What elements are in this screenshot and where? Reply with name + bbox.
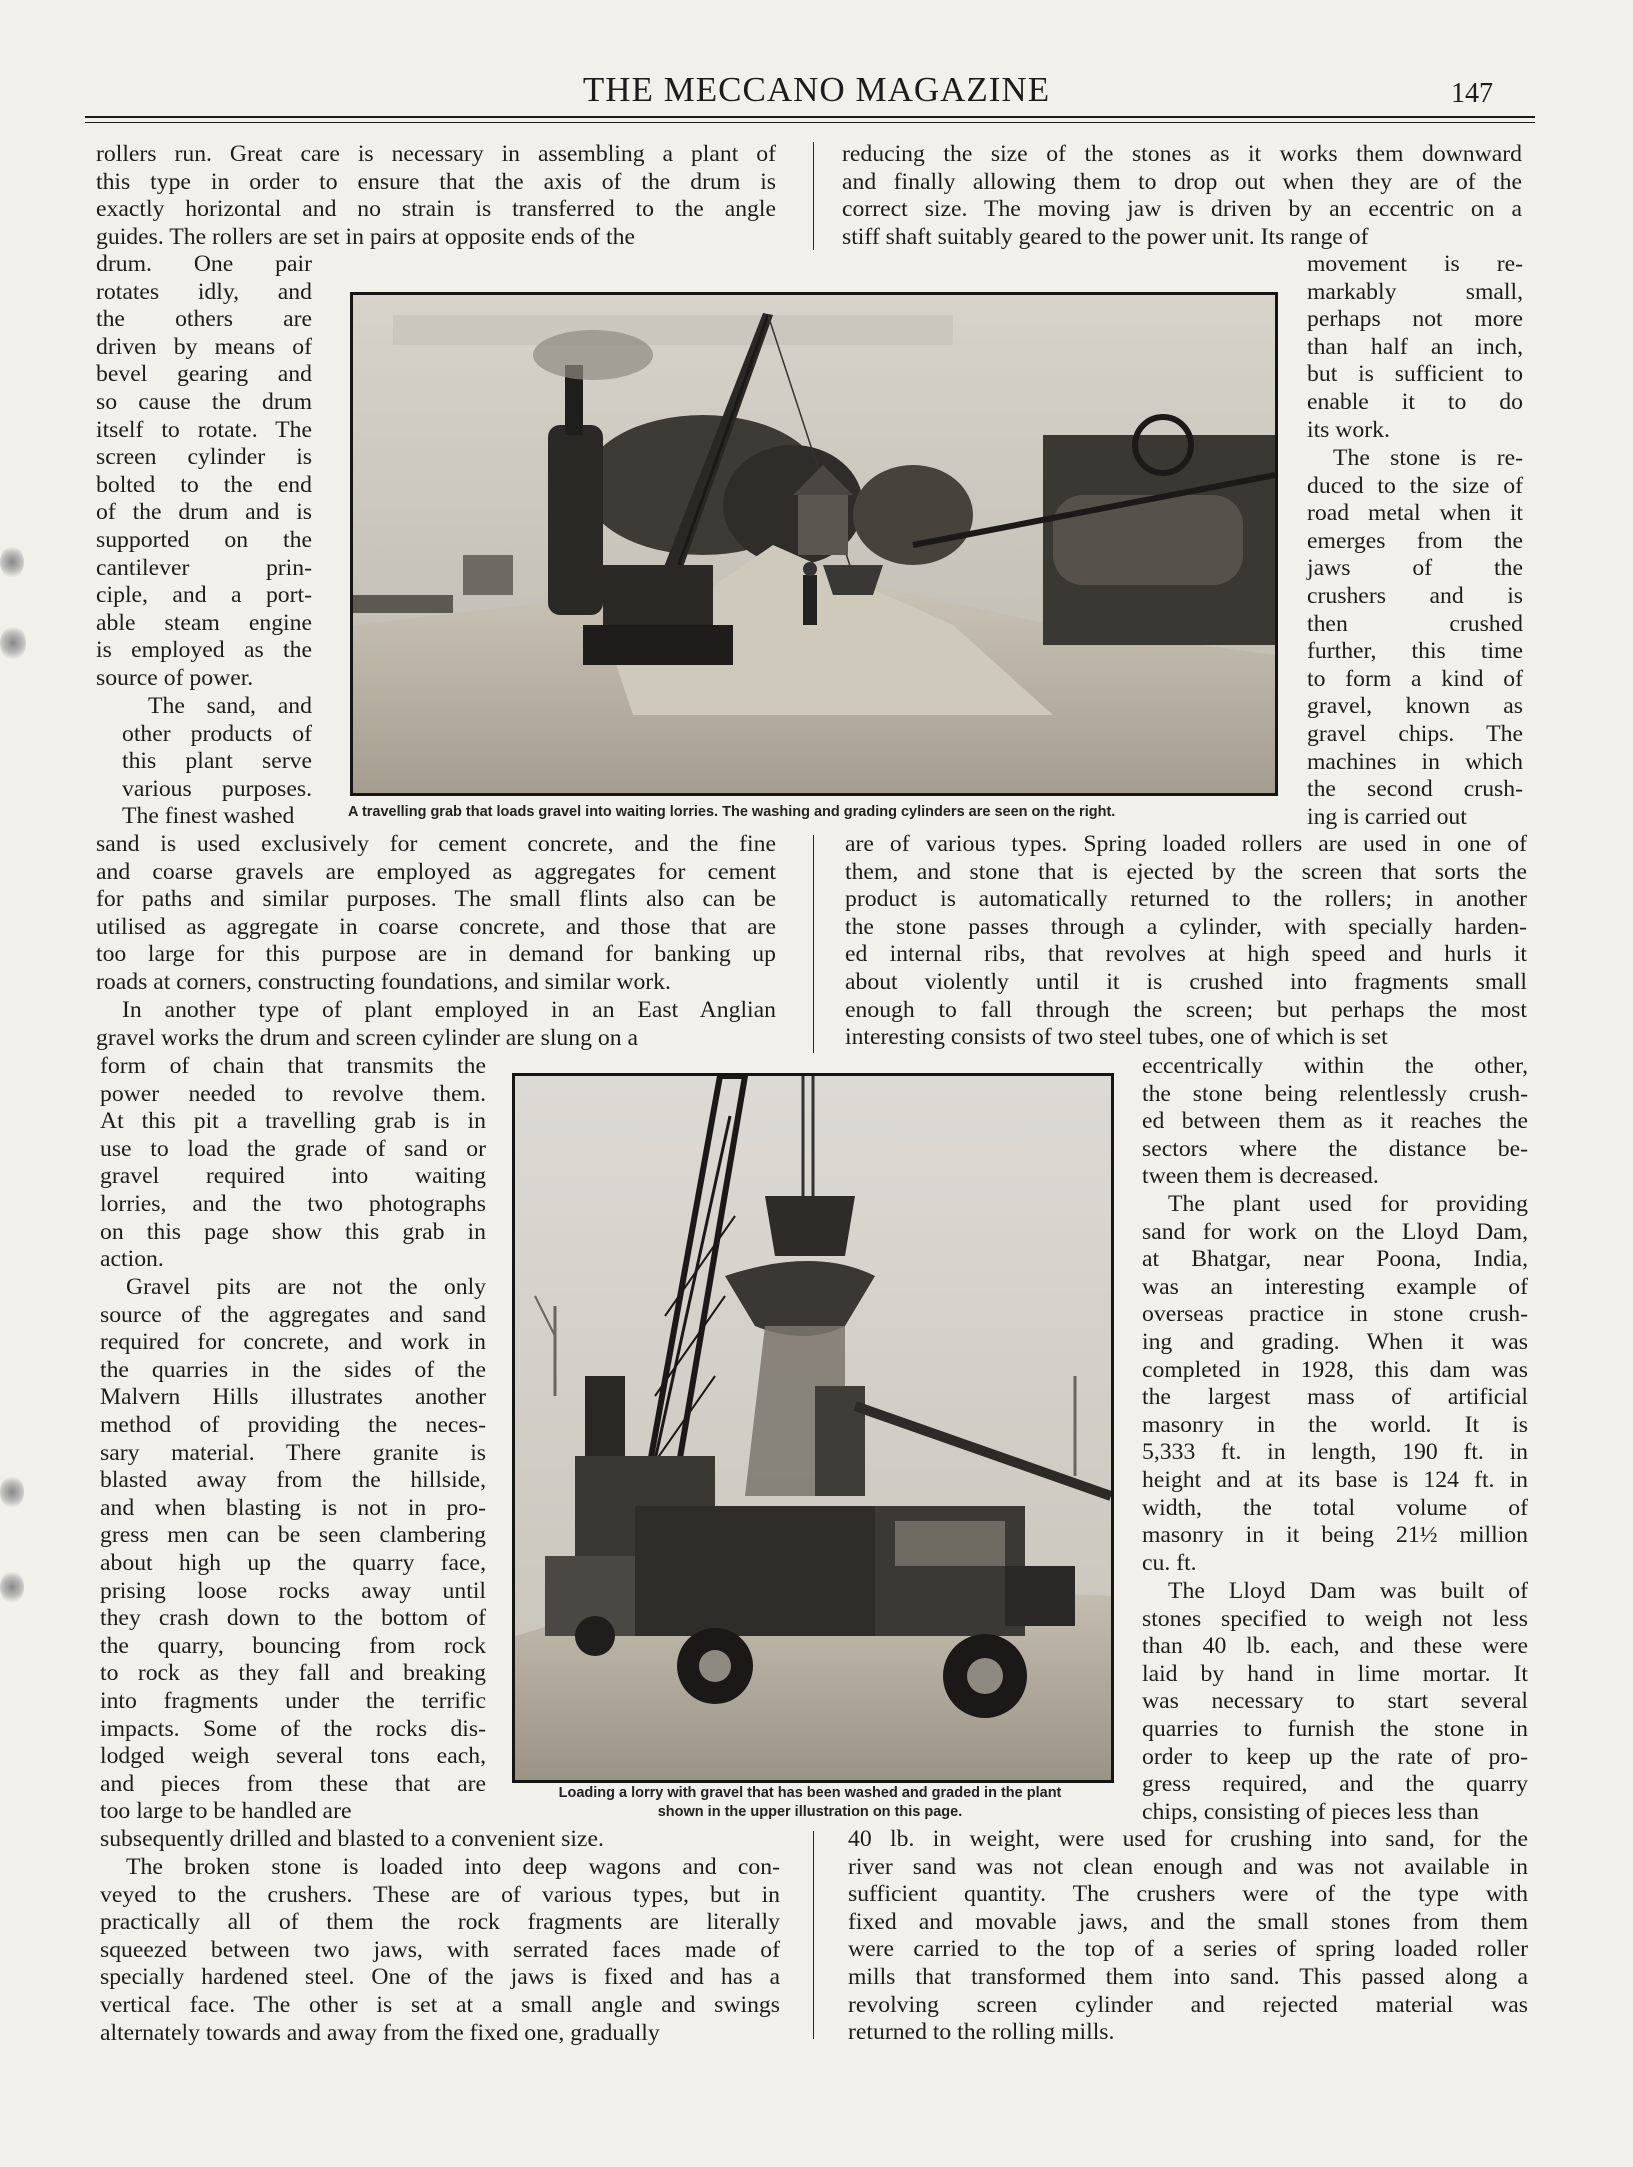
text-line: markably small,: [1307, 278, 1523, 305]
text-line: than half an inch,: [1307, 333, 1523, 360]
text-line: lodged weigh several tons each,: [100, 1743, 486, 1770]
text-line: them, and stone that is ejected by the screen that sorts the: [845, 858, 1527, 885]
text-line: height and at its base is 124 ft. in: [1142, 1466, 1528, 1493]
text-line: and finally allowing them to drop out when they are of the: [842, 168, 1522, 195]
text-line: quarries to furnish the stone in: [1142, 1715, 1528, 1742]
text-line: driven by means of: [96, 333, 312, 360]
text-line: Gravel pits are not the only: [126, 1274, 486, 1300]
column-divider-bottom: [813, 1831, 814, 2039]
text-line: then crushed: [1307, 610, 1523, 637]
text-line: too large to be handled are: [100, 1798, 352, 1825]
text-line: blasted away from the hillside,: [100, 1467, 486, 1494]
text-line: squeezed between two jaws, with serrated faces made of: [100, 1936, 780, 1963]
right-narrow-paragraph-1: [1307, 251, 1523, 444]
text-line: ing is carried out: [1307, 803, 1467, 830]
text-line: subsequently drilled and blasted to a convenient size.: [100, 1826, 604, 1852]
text-line: use to load the grade of sand or: [100, 1135, 486, 1162]
text-line: utilised as aggregate in coarse concrete, and those that are: [96, 913, 776, 940]
text-line: reducing the size of the stones as it works them downward: [842, 141, 1522, 167]
text-line: various purposes.: [122, 775, 312, 802]
right-top-paragraph: [842, 141, 1522, 251]
text-line: fixed and movable jaws, and the small stones from them: [848, 1908, 1528, 1935]
text-line: sary material. There granite is: [100, 1439, 486, 1466]
print-blemish: [0, 545, 24, 579]
text-line: mills that transformed them into sand. This passed along a: [848, 1963, 1528, 1990]
text-line: ed between them as it reaches the: [1142, 1108, 1528, 1135]
text-line: completed in 1928, this dam was: [1142, 1356, 1528, 1383]
text-line: The broken stone is loaded into deep wagons and con-: [126, 1854, 780, 1880]
bottom-photo-caption: [512, 1784, 1108, 1822]
text-line: this type in order to ensure that the axis of the drum is: [96, 168, 776, 195]
text-line: the stone passes through a cylinder, with specially harden-: [845, 913, 1527, 940]
text-line: The Lloyd Dam was built of: [1168, 1578, 1528, 1604]
text-line: chips, consisting of pieces less than: [1142, 1798, 1479, 1825]
right-narrow-paragraph-3: [1142, 1053, 1528, 1191]
text-line: bevel gearing and: [96, 361, 312, 388]
right-narrow-paragraph-4: [1142, 1191, 1528, 1577]
header-rule: [85, 116, 1535, 118]
left-middle-paragraph-1: [96, 831, 776, 997]
text-line: lorries, and the two photographs: [100, 1190, 486, 1217]
text-line: so cause the drum: [96, 388, 312, 415]
text-line: and when blasting is not in pro-: [100, 1494, 486, 1521]
text-line: masonry in it being 21½ million: [1142, 1522, 1528, 1549]
photo-loading-lorry-image: [515, 1076, 1111, 1780]
text-line: action.: [100, 1246, 164, 1273]
text-line: The sand, and: [148, 693, 312, 719]
text-line: and pieces from these that are: [100, 1770, 486, 1797]
text-line: the others are: [96, 306, 312, 333]
text-line: road metal when it: [1307, 500, 1523, 527]
text-line: ed internal ribs, that revolves at high speed and hurls it: [845, 941, 1527, 968]
magazine-title: THE MECCANO MAGAZINE: [582, 70, 1051, 109]
text-line: for paths and similar purposes. The small flints also can be: [96, 886, 776, 913]
text-line: eccentrically within the other,: [1142, 1053, 1528, 1079]
text-line: rollers run. Great care is necessary in assembling a plant of: [96, 141, 776, 167]
text-line: is employed as the: [96, 637, 312, 664]
text-line: interesting consists of two steel tubes, one of which is set: [845, 1024, 1388, 1051]
print-blemish: [0, 1570, 24, 1604]
text-line: the largest mass of artificial: [1142, 1384, 1528, 1411]
text-line: able steam engine: [96, 609, 312, 636]
text-line: rotates idly, and: [96, 278, 312, 305]
text-line: and coarse gravels are employed as aggregates for cement: [96, 858, 776, 885]
text-line: 40 lb. in weight, were used for crushing into sand, for the: [848, 1826, 1528, 1852]
text-line: In another type of plant employed in an East Anglian: [122, 997, 776, 1023]
text-line: than 40 lb. each, and these were: [1142, 1633, 1528, 1660]
text-line: prising loose rocks away until: [100, 1577, 486, 1604]
text-line: gress men can be seen clambering: [100, 1522, 486, 1549]
text-line: alternately towards and away from the fixed one, gradually: [100, 2019, 660, 2046]
text-line: on this page show this grab in: [100, 1218, 486, 1245]
text-line: impacts. Some of the rocks dis-: [100, 1715, 486, 1742]
text-line: the quarry, bouncing from rock: [100, 1632, 486, 1659]
photo-loading-lorry: [512, 1073, 1114, 1783]
print-blemish: [0, 625, 26, 661]
text-line: sand is used exclusively for cement concrete, and the fine: [96, 831, 776, 857]
text-line: source of the aggregates and sand: [100, 1301, 486, 1328]
text-line: duced to the size of: [1307, 472, 1523, 499]
left-bottom-paragraph-1: [100, 1826, 780, 1854]
text-line: enough to fall through the screen; but perhaps the most: [845, 996, 1527, 1023]
text-line: guides. The rollers are set in pairs at opposite ends of the: [96, 223, 635, 250]
text-line: about violently until it is crushed into fragments small: [845, 968, 1527, 995]
text-line: 5,333 ft. in length, 190 ft. in: [1142, 1439, 1528, 1466]
text-line: river sand was not clean enough and was not available in: [848, 1853, 1528, 1880]
text-line: ing and grading. When it was: [1142, 1328, 1528, 1355]
text-line: gravel chips. The: [1307, 720, 1523, 747]
text-line: cu. ft.: [1142, 1549, 1197, 1576]
text-line: laid by hand in lime mortar. It: [1142, 1660, 1528, 1687]
text-line: sectors where the distance be-: [1142, 1135, 1528, 1162]
text-line: emerges from the: [1307, 527, 1523, 554]
text-line: stiff shaft suitably geared to the power unit. Its range of: [842, 223, 1369, 250]
text-line: further, this time: [1307, 638, 1523, 665]
right-narrow-paragraph-5: [1142, 1578, 1528, 1826]
text-line: the second crush-: [1307, 776, 1523, 803]
text-line: but is sufficient to: [1307, 361, 1523, 388]
left-middle-paragraph-2: [96, 997, 776, 1052]
text-line: about high up the quarry face,: [100, 1549, 486, 1576]
right-middle-paragraph: [845, 831, 1527, 1052]
text-line: gravel required into waiting: [100, 1163, 486, 1190]
text-line: crushers and is: [1307, 582, 1523, 609]
text-line: sand for work on the Lloyd Dam,: [1142, 1218, 1528, 1245]
left-narrow-paragraph-1: [96, 251, 312, 693]
left-narrow-paragraph-4: [100, 1274, 486, 1826]
text-line: gravel works the drum and screen cylinder are slung on a: [96, 1024, 638, 1051]
text-line: itself to rotate. The: [96, 416, 312, 443]
text-line: to rock as they fall and breaking: [100, 1660, 486, 1687]
text-line: supported on the: [96, 526, 312, 553]
text-line: method of providing the neces-: [100, 1411, 486, 1438]
text-line: the stone being relentlessly crush-: [1142, 1080, 1528, 1107]
text-line: the quarries in the sides of the: [100, 1356, 486, 1383]
header-rule-thin: [85, 122, 1535, 123]
text-line: The plant used for providing: [1168, 1191, 1528, 1217]
text-line: veyed to the crushers. These are of various types, but in: [100, 1881, 780, 1908]
print-blemish: [0, 1475, 24, 1509]
text-line: tween them is decreased.: [1142, 1163, 1379, 1190]
text-line: form of chain that transmits the: [100, 1053, 486, 1079]
column-divider-top: [813, 142, 814, 250]
left-top-paragraph: [96, 141, 776, 251]
text-line: bolted to the end: [96, 471, 312, 498]
text-line: sufficient quantity. The crushers were of the type with: [848, 1881, 1528, 1908]
text-line: other products of: [122, 720, 312, 747]
text-line: power needed to revolve them.: [100, 1080, 486, 1107]
text-line: masonry in the world. It is: [1142, 1411, 1528, 1438]
text-line: machines in which: [1307, 748, 1523, 775]
text-line: into fragments under the terrific: [100, 1687, 486, 1714]
text-line: correct size. The moving jaw is driven by an eccentric on a: [842, 196, 1522, 223]
text-line: of the drum and is: [96, 499, 312, 526]
text-line: source of power.: [96, 664, 254, 691]
text-line: specially hardened steel. One of the jaws is fixed and has a: [100, 1964, 780, 1991]
text-line: perhaps not more: [1307, 306, 1523, 333]
text-line: was an interesting example of: [1142, 1273, 1528, 1300]
text-line: jaws of the: [1307, 555, 1523, 582]
text-line: its work.: [1307, 416, 1390, 443]
bottom-photo-caption-line-2: shown in the upper illustration on this page.: [657, 1804, 963, 1820]
text-line: The finest washed: [122, 803, 295, 830]
text-line: stones specified to weigh not less: [1142, 1605, 1528, 1632]
text-line: order to keep up the rate of pro-: [1142, 1743, 1528, 1770]
bottom-photo-caption-line-1: Loading a lorry with gravel that has been washed and graded in the plant: [558, 1785, 1062, 1801]
text-line: overseas practice in stone crush-: [1142, 1301, 1528, 1328]
text-line: required for concrete, and work in: [100, 1329, 486, 1356]
text-line: At this pit a travelling grab is in: [100, 1108, 486, 1135]
right-bottom-paragraph: [848, 1826, 1528, 2047]
left-bottom-paragraph-2: [100, 1854, 780, 2047]
text-line: vertical face. The other is set at a small angle and swings: [100, 1991, 780, 2018]
text-line: at Bhatgar, near Poona, India,: [1142, 1246, 1528, 1273]
column-divider-middle: [813, 835, 814, 1053]
text-line: Malvern Hills illustrates another: [100, 1384, 486, 1411]
text-line: exactly horizontal and no strain is transferred to the angle: [96, 196, 776, 223]
text-line: product is automatically returned to the rollers; in another: [845, 886, 1527, 913]
text-line: enable it to do: [1307, 388, 1523, 415]
photo-travelling-grab: [350, 292, 1278, 796]
text-line: screen cylinder is: [96, 444, 312, 471]
text-line: too large for this purpose are in demand for banking up: [96, 941, 776, 968]
text-line: to form a kind of: [1307, 665, 1523, 692]
page-number: 147: [1451, 78, 1493, 109]
top-photo-caption: A travelling grab that loads gravel into waiting lorries. The washing and grading cylinders are seen on the right.: [348, 804, 1116, 820]
right-narrow-paragraph-2: [1307, 445, 1523, 831]
text-line: drum. One pair: [96, 251, 312, 277]
text-line: are of various types. Spring loaded rollers are used in one of: [845, 831, 1527, 857]
text-line: they crash down to the bottom of: [100, 1605, 486, 1632]
text-line: The stone is re-: [1333, 445, 1523, 471]
text-line: roads at corners, constructing foundations, and similar work.: [96, 968, 671, 995]
left-narrow-paragraph-2: [96, 693, 312, 831]
text-line: revolving screen cylinder and rejected material was: [848, 1991, 1528, 2018]
text-line: cantilever prin-: [96, 554, 312, 581]
text-line: this plant serve: [122, 748, 312, 775]
text-line: were carried to the top of a series of spring loaded roller: [848, 1936, 1528, 1963]
text-line: practically all of them the rock fragments are literally: [100, 1909, 780, 1936]
text-line: movement is re-: [1307, 251, 1523, 277]
text-line: gravel, known as: [1307, 693, 1523, 720]
text-line: gress required, and the quarry: [1142, 1771, 1528, 1798]
left-narrow-paragraph-3: [100, 1053, 486, 1274]
text-line: ciple, and a port-: [96, 582, 312, 609]
photo-travelling-grab-image: [353, 295, 1275, 793]
text-line: width, the total volume of: [1142, 1494, 1528, 1521]
text-line: returned to the rolling mills.: [848, 2019, 1115, 2046]
text-line: was necessary to start several: [1142, 1688, 1528, 1715]
